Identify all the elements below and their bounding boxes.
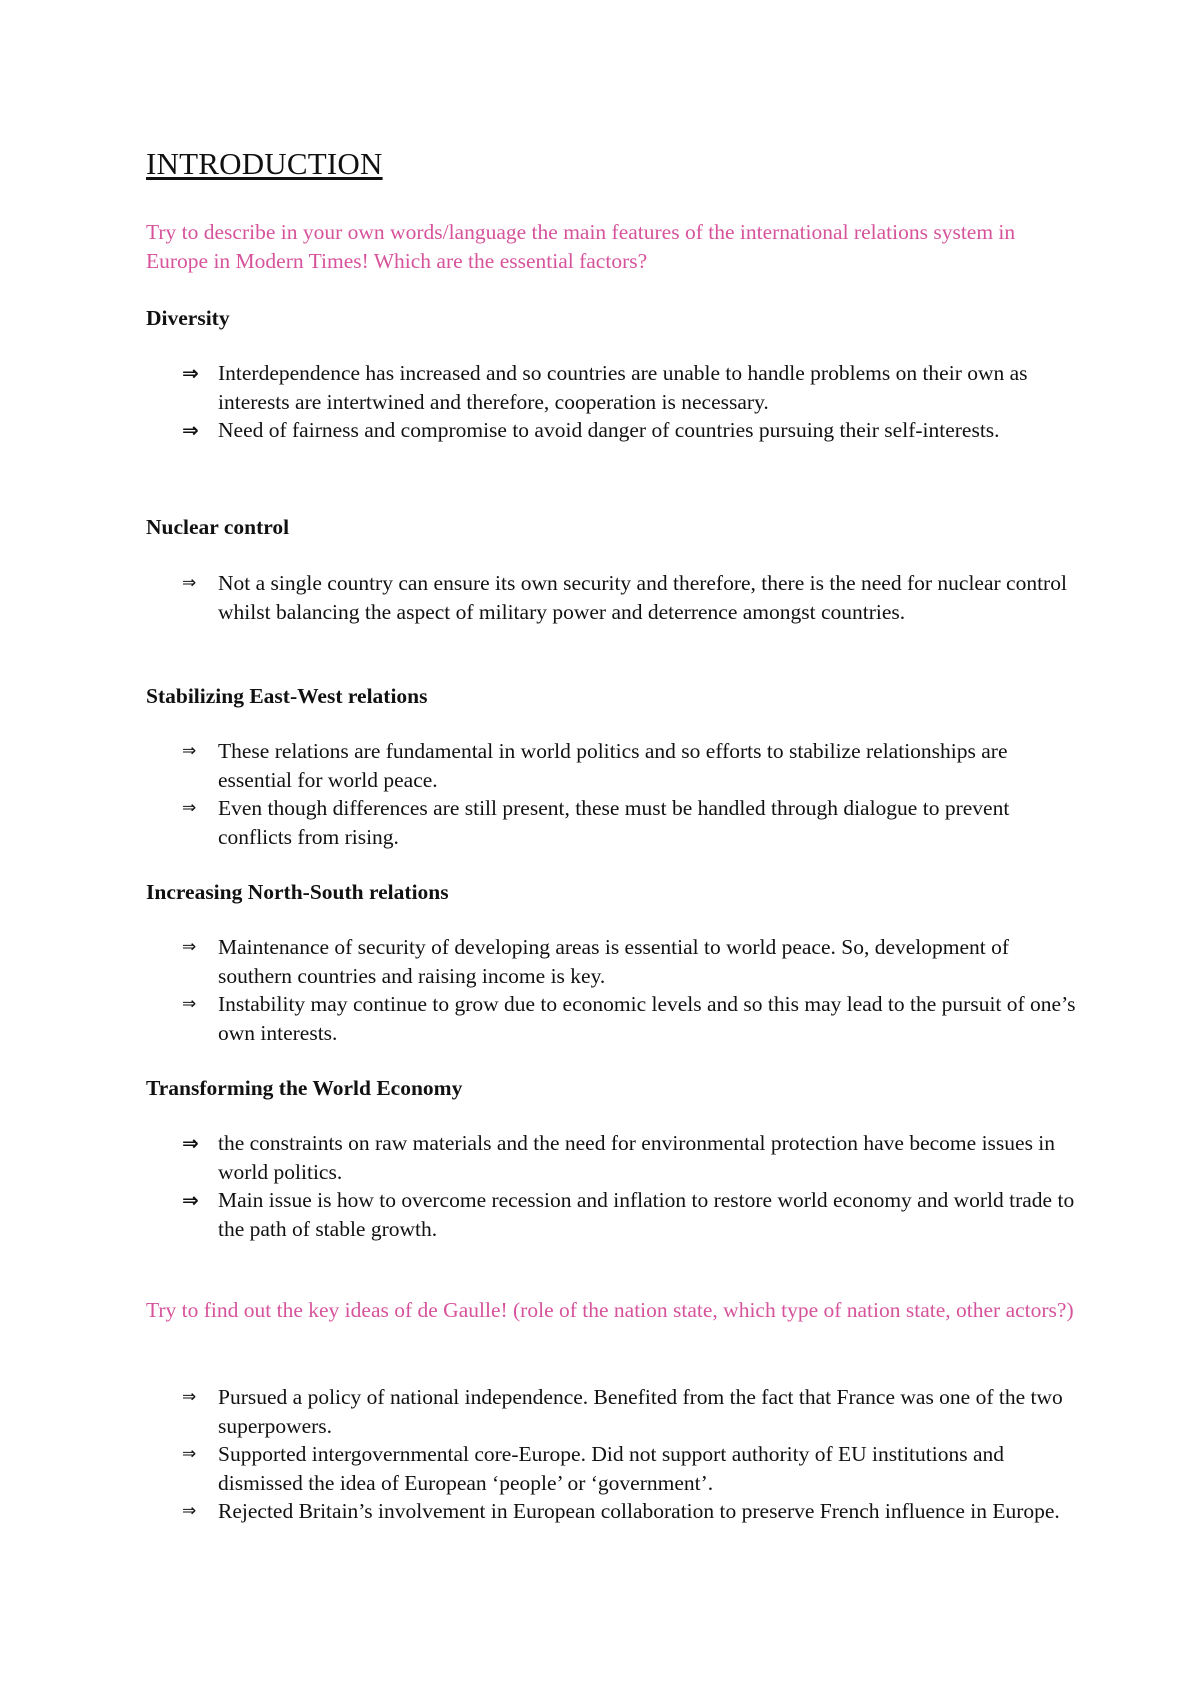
heading-east-west: Stabilizing East-West relations xyxy=(146,684,428,708)
list-item: ⇒ Rejected Britain’s involvement in European collaboration to preserve French influence in Europe. xyxy=(182,1497,1082,1526)
list-item: ⇒ Main issue is how to overcome recession and inflation to restore world economy and world trade to the path of stable growth. xyxy=(182,1188,1075,1241)
list-nuclear-control xyxy=(182,569,1082,626)
arrow-bullet-icon: ⇒ xyxy=(182,418,199,442)
prompt-de-gaulle: Try to find out the key ideas of de Gaulle! (role of the nation state, which type of nation state, other actors?) xyxy=(146,1298,1074,1322)
prompt-international-relations: Try to describe in your own words/language the main features of the international relations system in Europe in Modern Times! Which are the essential factors? xyxy=(146,220,1016,273)
arrow-bullet-icon: ⇒ xyxy=(182,937,197,957)
list-item: ⇒ Pursued a policy of national independence. Benefited from the fact that France was one of the two superpowers. xyxy=(182,1385,1063,1438)
list-item: ⇒ Supported intergovernmental core-Europe. Did not support authority of EU institutions and dismissed the idea of European ‘people’ or ‘government’. xyxy=(182,1442,1004,1495)
list-de-gaulle xyxy=(182,1383,1082,1526)
list-item: ⇒ Instability may continue to grow due to economic levels and so this may lead to the pursuit of one’s own interests. xyxy=(182,992,1076,1045)
heading-nuclear-control: Nuclear control xyxy=(146,515,290,539)
heading-north-south: Increasing North-South relations xyxy=(146,880,449,904)
list-item: ⇒ Even though differences are still present, these must be handled through dialogue to prevent conflicts from rising. xyxy=(182,796,1010,849)
list-world-economy xyxy=(182,1129,1082,1243)
list-east-west xyxy=(182,737,1082,851)
list-item: ⇒ These relations are fundamental in world politics and so efforts to stabilize relationships are essential for world peace. xyxy=(182,739,1008,792)
arrow-bullet-icon: ⇒ xyxy=(182,994,197,1014)
list-item: ⇒ Interdependence has increased and so countries are unable to handle problems on their own as interests are intertwined and therefore, cooperation is necessary. xyxy=(182,361,1028,414)
list-item: ⇒ Maintenance of security of developing areas is essential to world peace. So, development of southern countries and raising income is key. xyxy=(182,935,1010,988)
list-item: ⇒ the constraints on raw materials and the need for environmental protection have become issues in world politics. xyxy=(182,1131,1056,1184)
list-north-south xyxy=(182,933,1082,1047)
arrow-bullet-icon: ⇒ xyxy=(182,361,199,385)
arrow-bullet-icon: ⇒ xyxy=(182,1131,199,1155)
arrow-bullet-icon: ⇒ xyxy=(182,573,197,593)
arrow-bullet-icon: ⇒ xyxy=(182,1444,197,1464)
arrow-bullet-icon: ⇒ xyxy=(182,1188,199,1212)
page-title: INTRODUCTION xyxy=(146,146,383,181)
list-item: ⇒ Not a single country can ensure its own security and therefore, there is the need for nuclear control whilst balancing the aspect of military power and deterrence amongst countries. xyxy=(182,571,1067,624)
arrow-bullet-icon: ⇒ xyxy=(182,1501,197,1521)
heading-diversity: Diversity xyxy=(146,306,230,330)
list-diversity xyxy=(182,359,1082,445)
arrow-bullet-icon: ⇒ xyxy=(182,741,197,761)
heading-world-economy: Transforming the World Economy xyxy=(146,1076,463,1100)
list-item: ⇒ Need of fairness and compromise to avoid danger of countries pursuing their self-interests. xyxy=(182,416,1082,445)
arrow-bullet-icon: ⇒ xyxy=(182,1387,197,1407)
arrow-bullet-icon: ⇒ xyxy=(182,798,197,818)
